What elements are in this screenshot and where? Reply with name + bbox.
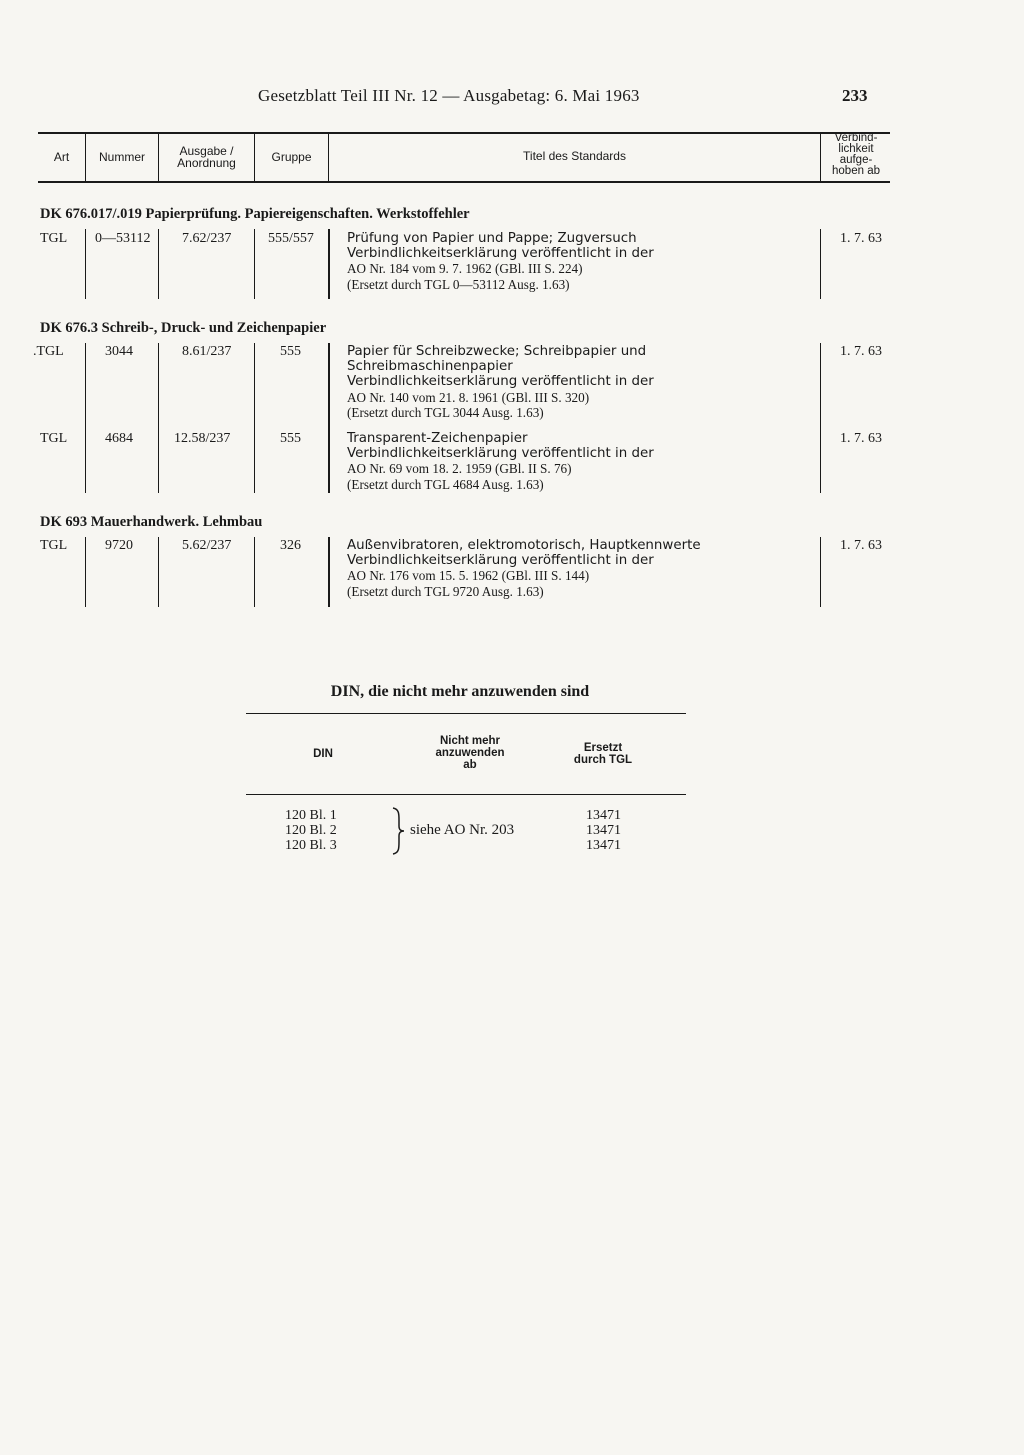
row-title-line: (Ersetzt durch TGL 3044 Ausg. 1.63) <box>347 404 544 420</box>
row-col-divider <box>85 229 86 299</box>
din-row-tgl: 13471 <box>586 838 621 853</box>
row-art: TGL <box>40 231 68 246</box>
row-title-line: AO Nr. 140 vom 21. 8. 1961 (GBl. III S. 320) <box>347 389 590 405</box>
row-col-divider <box>820 229 821 299</box>
din-row-din: 120 Bl. 3 <box>285 838 337 853</box>
col-header-verb-line: lichkeit <box>838 143 874 155</box>
din-row-din: 120 Bl. 2 <box>285 823 337 838</box>
row-art: TGL <box>40 538 68 553</box>
row-col-divider <box>254 537 255 607</box>
row-nummer: 9720 <box>105 538 133 553</box>
row-date: 1. 7. 63 <box>840 538 882 553</box>
row-title-line: AO Nr. 69 vom 18. 2. 1959 (GBl. II S. 76) <box>347 461 572 477</box>
row-title-line: Verbindlichkeitserklärung veröffentlicht in der <box>347 553 654 569</box>
din-col-header-ersetzt <box>548 742 658 766</box>
row-gruppe: 555 <box>280 431 301 446</box>
row-col-divider <box>820 537 821 607</box>
din-top-rule <box>246 713 686 714</box>
col-header-art: Art <box>53 150 70 164</box>
din-header-bottom-rule <box>246 794 686 795</box>
row-gruppe: 326 <box>280 538 301 553</box>
din-col-header-line: Ersetzt <box>583 742 623 754</box>
din-group-note: siehe AO Nr. 203 <box>410 822 515 838</box>
row-col-divider <box>85 343 86 493</box>
col-header-ausgabe <box>159 145 254 169</box>
col-header-ausgabe-line: Ausgabe / <box>179 144 234 158</box>
row-title-line: Transparent-Zeichenpapier <box>347 431 528 446</box>
din-row-tgl: 13471 <box>586 808 621 823</box>
row-col-divider <box>254 343 255 493</box>
section-heading: DK 676.3 Schreib-, Druck- und Zeichenpapier <box>40 320 327 336</box>
row-col-divider <box>158 537 159 607</box>
table-top-rule <box>38 132 890 134</box>
row-col-divider <box>328 229 330 299</box>
row-title-line: Verbindlichkeitserklärung veröffentlicht in der <box>347 246 654 262</box>
row-title <box>347 231 654 292</box>
row-nummer: 4684 <box>105 431 133 446</box>
section-heading: DK 676.017/.019 Papierprüfung. Papiereigenschaften. Werkstoffehler <box>40 206 470 222</box>
row-col-divider <box>158 343 159 493</box>
row-gruppe: 555 <box>280 344 301 359</box>
row-title-line: AO Nr. 184 vom 9. 7. 1962 (GBl. III S. 224) <box>347 261 583 277</box>
row-title-line: Verbindlichkeitserklärung veröffentlicht in der <box>347 446 654 462</box>
row-date: 1. 7. 63 <box>840 431 882 446</box>
row-col-divider <box>85 537 86 607</box>
table-header-bottom-rule <box>38 181 890 183</box>
row-title-line: Papier für Schreibzwecke; Schreibpapier und <box>347 344 647 359</box>
row-title <box>347 538 701 599</box>
row-art: .TGL <box>33 344 64 359</box>
col-header-verb-line: hoben ab <box>832 165 880 177</box>
row-title-line: Verbindlichkeitserklärung veröffentlicht in der <box>347 374 654 390</box>
row-col-divider <box>158 229 159 299</box>
din-row-din: 120 Bl. 1 <box>285 808 337 823</box>
row-title-line: AO Nr. 176 vom 15. 5. 1962 (GBl. III S. 144) <box>347 568 590 584</box>
row-art: TGL <box>40 431 68 446</box>
col-header-titel: Titel des Standards <box>523 149 626 163</box>
row-title-line: Prüfung von Papier und Pappe; Zugversuch <box>347 231 637 246</box>
row-date: 1. 7. 63 <box>840 231 882 246</box>
section-heading: DK 693 Mauerhandwerk. Lehmbau <box>40 514 263 530</box>
page-number: 233 <box>842 86 868 105</box>
col-header-gruppe: Gruppe <box>271 150 312 164</box>
row-nummer: 0—53112 <box>95 231 151 246</box>
col-header-verb-line: Verbind- <box>834 132 878 144</box>
row-ausgabe: 8.61/237 <box>182 344 232 359</box>
din-col-header-nicht-mehr <box>420 735 520 771</box>
col-header-verb-line: aufge- <box>839 154 873 166</box>
row-ausgabe: 12.58/237 <box>174 431 231 446</box>
row-col-divider <box>820 343 821 493</box>
din-col-header-line: durch TGL <box>573 754 633 766</box>
row-ausgabe: 7.62/237 <box>182 231 232 246</box>
row-title <box>347 431 654 492</box>
row-title-line: (Ersetzt durch TGL 9720 Ausg. 1.63) <box>347 583 544 599</box>
row-title-line: (Ersetzt durch TGL 4684 Ausg. 1.63) <box>347 476 544 492</box>
row-col-divider <box>328 537 330 607</box>
din-col-header-din: DIN <box>313 748 333 760</box>
row-col-divider <box>328 343 330 493</box>
din-row-tgl: 13471 <box>586 823 621 838</box>
din-section-title: DIN, die nicht mehr anzuwenden sind <box>330 683 590 700</box>
grouping-brace <box>390 806 406 856</box>
din-col-header-line: Nicht mehr <box>439 735 501 747</box>
col-header-nummer: Nummer <box>98 150 145 164</box>
din-col-header-line: anzuwenden <box>435 747 505 759</box>
row-title-line: (Ersetzt durch TGL 0—53112 Ausg. 1.63) <box>347 276 570 292</box>
row-nummer: 3044 <box>105 344 133 359</box>
page-header-title: Gesetzblatt Teil III Nr. 12 — Ausgabetag: 6. Mai 1963 <box>258 86 640 105</box>
row-gruppe: 555/557 <box>268 231 314 246</box>
row-title-line: Schreibmaschinenpapier <box>347 359 513 375</box>
col-header-ausgabe-line: Anordnung <box>177 156 236 170</box>
row-col-divider <box>254 229 255 299</box>
col-header-verbindlichkeit <box>822 133 890 177</box>
row-title <box>347 344 654 420</box>
row-date: 1. 7. 63 <box>840 344 882 359</box>
din-col-header-line: ab <box>463 759 477 771</box>
row-title-line: Außenvibratoren, elektromotorisch, Hauptkennwerte <box>347 538 701 553</box>
row-ausgabe: 5.62/237 <box>182 538 232 553</box>
